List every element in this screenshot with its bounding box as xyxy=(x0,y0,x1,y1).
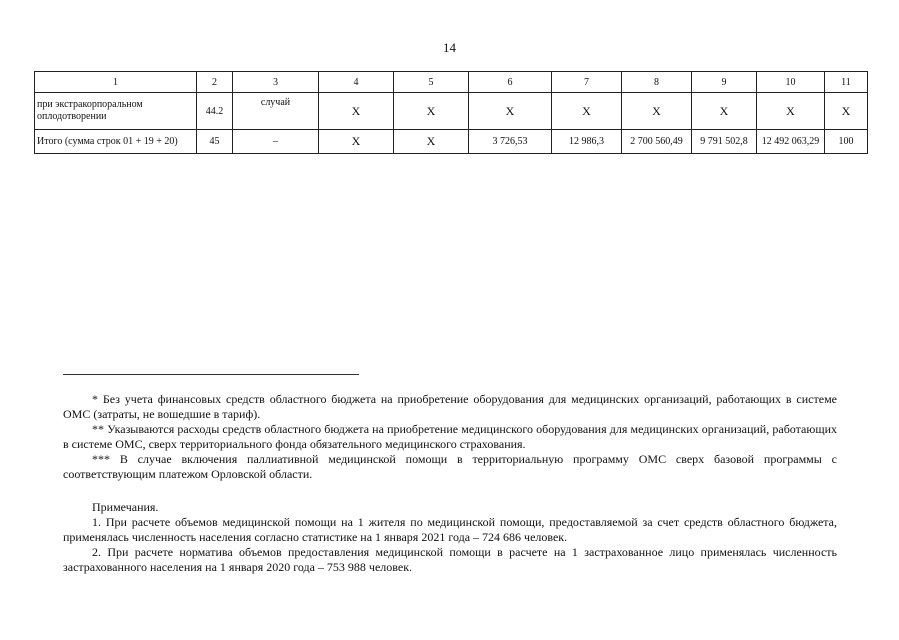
column-header: 2 xyxy=(197,72,233,93)
table-cell: X xyxy=(394,93,469,130)
column-header: 8 xyxy=(622,72,692,93)
column-header: 7 xyxy=(552,72,622,93)
column-header: 6 xyxy=(469,72,552,93)
table-row xyxy=(35,93,868,130)
column-header: 1 xyxy=(35,72,197,93)
notes-title: Примечания. xyxy=(92,500,159,514)
table-cell: 45 xyxy=(197,130,233,154)
table-cell: X xyxy=(622,93,692,130)
column-header: 5 xyxy=(394,72,469,93)
note-item: 1. При расчете объемов медицинской помощи на 1 жителя по медицинской помощи, предоставляемой за счет средств областного бюджета, применялась численность населения согласно статистике на 1 января 2021 года – 724 686 человек. xyxy=(63,515,837,544)
note-item: 2. При расчете норматива объемов предоставления медицинской помощи в расчете на 1 застрахованное лицо применялась численность застрахованного населения на 1 января 2020 года – 753 988 человек. xyxy=(63,545,837,574)
table-cell: X xyxy=(825,93,868,130)
footnote: * Без учета финансовых средств областного бюджета на приобретение оборудования для медицинских организаций, работающих в системе ОМС (затраты, не вошедшие в тариф). xyxy=(63,392,837,421)
table-row xyxy=(35,130,868,154)
table-cell: X xyxy=(692,93,757,130)
column-header: 3 xyxy=(233,72,319,93)
table-cell: X xyxy=(469,93,552,130)
column-header: 4 xyxy=(319,72,394,93)
table-cell: при экстракорпоральном оплодотворении xyxy=(35,93,197,130)
table-cell: X xyxy=(552,93,622,130)
table-cell: X xyxy=(319,93,394,130)
table-cell: X xyxy=(394,130,469,154)
table-cell: Итого (сумма строк 01 + 19 + 20) xyxy=(35,130,197,154)
table-cell: 3 726,53 xyxy=(469,130,552,154)
column-header: 11 xyxy=(825,72,868,93)
column-header: 9 xyxy=(692,72,757,93)
footnote-divider xyxy=(63,374,359,375)
table-cell: 12 492 063,29 xyxy=(757,130,825,154)
table-cell: 12 986,3 xyxy=(552,130,622,154)
table-cell: 100 xyxy=(825,130,868,154)
table-header-row xyxy=(35,72,868,93)
table-cell: 2 700 560,49 xyxy=(622,130,692,154)
footnote: *** В случае включения паллиативной медицинской помощи в территориальную программу ОМС сверх базовой программы с соответствующим платежом Орловской области. xyxy=(63,452,837,481)
table-cell: 9 791 502,8 xyxy=(692,130,757,154)
table-cell: – xyxy=(233,130,319,154)
footnotes-section xyxy=(63,392,837,575)
column-header: 10 xyxy=(757,72,825,93)
table-cell: 44.2 xyxy=(197,93,233,130)
data-table xyxy=(34,71,868,154)
table-cell: X xyxy=(319,130,394,154)
page-number: 14 xyxy=(443,40,456,55)
table-cell: X xyxy=(757,93,825,130)
table-cell: случай xyxy=(233,93,319,130)
footnote: ** Указываются расходы средств областного бюджета на приобретение медицинского оборудования для медицинских организаций, работающих в системе ОМС, сверх территориального фонда обязательного медицинского страхования. xyxy=(63,422,837,451)
